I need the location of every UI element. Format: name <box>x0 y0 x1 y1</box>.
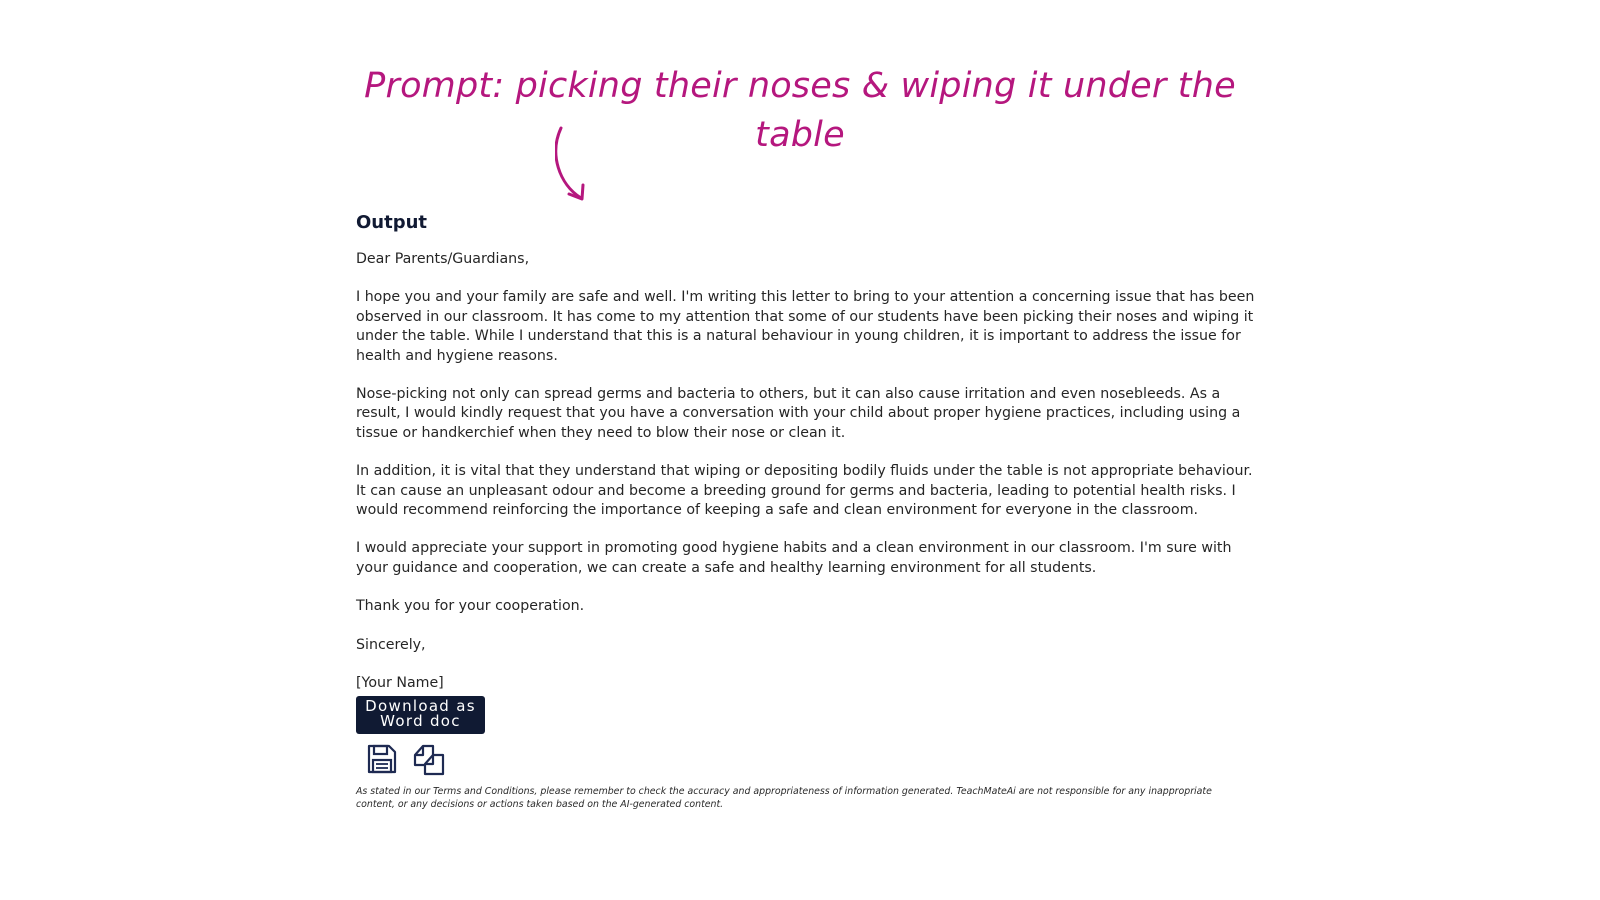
save-icon[interactable] <box>366 743 398 779</box>
letter-paragraph: I would appreciate your support in promoting good hygiene habits and a clean environment in our classroom. I'm sure with your guidance and cooperation, we can create a safe and healthy learning environment for all students. <box>356 540 1232 576</box>
letter-paragraph: In addition, it is vital that they understand that wiping or depositing bodily fluids under the table is not appropriate behaviour. It can cause an unpleasant odour and become a breeding ground for germs and bacteria, leading to potential health risks. I would recommend reinforcing the importance of keeping a safe and clean environment for everyone in the classroom. <box>356 463 1253 519</box>
prompt-title: Prompt: picking their noses & wiping it under the table <box>364 66 1236 155</box>
letter-paragraph: Nose-picking not only can spread germs and bacteria to others, but it can also cause irritation and even nosebleeds. As a result, I would kindly request that you have a conversation with your child about proper hygiene practices, including using a tissue or handkerchief when they need to blow their nose or clean it. <box>356 386 1241 441</box>
disclaimer-text: As stated in our Terms and Conditions, please remember to check the accuracy and appropriateness of information generated. TeachMateAi are not responsible for any inappropriate content, or any decisions or actions taken based on the AI-generated content. <box>356 785 1212 810</box>
letter-greeting: Dear Parents/Guardians, <box>356 251 530 267</box>
download-button-label-line1: Download as <box>365 696 476 715</box>
letter-paragraph: I hope you and your family are safe and well. I'm writing this letter to bring to your attention a concerning issue that has been observed in our classroom. It has come to my attention that some of our students have been picking their noses and wiping it under the table. While I understand that this is a natural behaviour in young children, it is important to address the issue for health and hygiene reasons. <box>356 289 1255 364</box>
letter-closing-thanks: Thank you for your cooperation. <box>356 598 585 615</box>
action-icons <box>366 743 1256 779</box>
download-button-label-line2: Word doc <box>380 712 461 730</box>
copy-icon[interactable] <box>412 743 446 779</box>
letter-signoff: Sincerely, <box>356 636 426 653</box>
letter-signature: [Your Name] <box>356 675 444 692</box>
output-heading: Output <box>356 212 428 233</box>
curved-arrow-icon <box>555 124 605 206</box>
download-word-button[interactable] <box>356 696 485 734</box>
output-panel <box>356 212 1256 811</box>
letter-body <box>356 250 1256 694</box>
